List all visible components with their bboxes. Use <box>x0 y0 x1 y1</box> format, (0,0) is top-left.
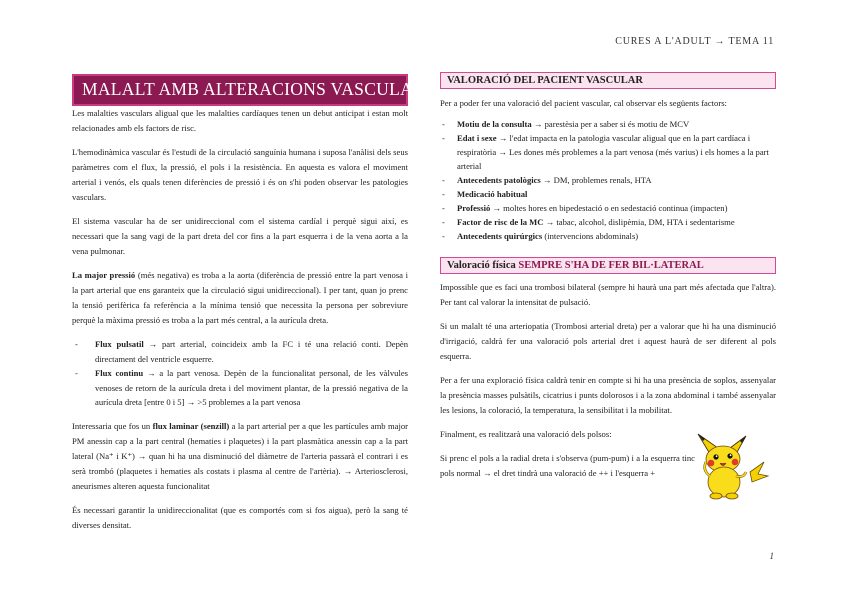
paragraph-radial-pulse: Si prenc el pols a la radial dreta i s'observa (pum-pum) i a la esquerra tinc pols normal → el dret tindrà una valoració de ++ i l'esquerra + <box>440 453 695 478</box>
list-item <box>440 215 776 229</box>
physical-title-b: SEMPRE S'HA DE FER BIL·LATERAL <box>518 260 704 271</box>
physical-title-a: Valoració física <box>447 260 519 271</box>
section-title-assessment: VALORACIÓ DEL PACIENT VASCULAR <box>440 72 776 89</box>
running-header: CURES A L'ADULT → TEMA 11 <box>615 36 774 47</box>
paragraph-hemodynamics: L'hemodinàmica vascular és l'estudi de la circulació sanguínia humana i suposa l'anàlisi dels seus paràmetres com el flux, la pressió, el pols i la resistència. En aquesta es valora el moviment arterial i venós, els quals tenen diferències de pressió i és on s'hi poden observar les patologies vasculars. <box>72 147 408 202</box>
section-title-physical <box>440 257 776 274</box>
pikachu-illustration <box>688 432 770 502</box>
paragraph-laminar-flow <box>72 419 408 494</box>
paragraph-pressure <box>72 268 408 328</box>
list-item <box>440 201 776 215</box>
list-item <box>440 229 776 243</box>
left-column <box>72 74 436 533</box>
list-item <box>72 337 408 366</box>
paragraph-arteriopathy: Si un malalt té una arteriopatia (Trombosi arterial dreta) per a valorar que hi ha una disminució d'irrigació, caldrà fer una valoració pols arterial dret i aquest haurà de ser diferent al pols esquerra. <box>440 321 776 361</box>
bold-laminar: flux laminar (senzill) <box>152 420 230 431</box>
factor-bold: Antecedents patològics <box>457 175 541 185</box>
paragraph-unidirectional: El sistema vascular ha de ser unidireccional com el sistema cardíal i perquè sigui així, es necessari que la sang vagi de la part dreta del cor fins a la part esquerra i de la vena aorta a la vena pulmonar. <box>72 216 408 256</box>
bullet-bold: Flux pulsatil <box>95 339 144 349</box>
factor-bold: Edat i sexe <box>457 133 497 143</box>
factor-text: → tabac, alcohol, dislipèmia, DM, HTA i sedentarisme <box>543 217 735 227</box>
factor-bold: Professió <box>457 203 491 213</box>
factor-text: → moltes hores en bipedestació o en sedestació continua (impacten) <box>490 203 728 213</box>
paragraph-assessment-intro: Per a poder fer una valoració del pacient vascular, cal observar els següents factors: <box>440 98 727 108</box>
bullet-bold: Flux continu <box>95 368 144 378</box>
list-item <box>440 117 776 131</box>
factor-bold: Motiu de la consulta <box>457 119 532 129</box>
factor-text: → parestèsia per a saber si és motiu de MCV <box>531 119 690 129</box>
laminar-text-a: Interessaria que fos un <box>72 420 153 431</box>
bold-major-pressure: La major pressió <box>72 270 136 280</box>
pressure-text: (més negativa) es troba a la aorta (diferència de pressió entre la part venosa i la part arterial que ens garanteix que la circulació sigui unidireccional). I per tant, quan jo prenc la tensió perifèrica fa referència a la mínima tensió que necessita la persona per sobreviure perquè la màxima pressió es troba a la part més central, a la aurícula dreta. <box>72 270 408 325</box>
paragraph-density: És necessari garantir la unidireccionalitat (que es comportés com si fos aigua), però la sang té diverses densitat. <box>72 504 408 530</box>
bullet-text: → a la part venosa. Depèn de la funcionalitat personal, de les vàlvules venoses de retorn de la aurícula dreta i del moviment plantar, de la pressió negativa de la aurícula dreta [entre 0 i 5] → >5 problemes a la part venosa <box>95 368 408 407</box>
factor-text: (intervencions abdominals) <box>542 231 639 241</box>
list-item <box>440 131 776 173</box>
list-item <box>440 187 776 201</box>
bullet-text: → part arterial, coincideix amb la FC i té una relació conti. Depèn directament del ventricle esquerre. <box>95 339 408 364</box>
page-number: 1 <box>769 551 774 561</box>
paragraph-intro: Les malalties vasculars aligual que les malalties cardíaques tenen un debut anticipat i estan molt relacionades amb els factors de risc. <box>72 108 408 133</box>
page-title: MALALT AMB ALTERACIONS VASCULARS <box>72 74 408 106</box>
factor-text: → l'edat impacta en la patologia vascular aligual que en la part cardíaca i respiratòria → Les dones més problemes a la part venosa (més varius) i els homes a la part arterial <box>457 133 769 171</box>
factor-bold: Factor de risc de la MC <box>457 217 544 227</box>
factors-list <box>440 117 776 243</box>
list-item <box>440 173 776 187</box>
paragraph-bilateral: Impossible que es faci una trombosi bilateral (sempre hi haurà una part més afectada que l'altra). Per tant cal valorar la intensitat de pulsació. <box>440 282 776 307</box>
factor-text: → DM, problemes renals, HTA <box>540 175 652 185</box>
list-item <box>72 366 408 410</box>
right-column <box>440 72 776 481</box>
factor-bold: Medicació habitual <box>457 189 528 199</box>
paragraph-pulses: Finalment, es realitzarà una valoració dels polsos: <box>440 429 612 439</box>
flux-list <box>72 337 408 410</box>
factor-bold: Antecedents quirúrgics <box>457 231 543 241</box>
laminar-text-b: a la part arterial per a que les partícules amb major PM anessin cap a la part central (hematies i plaquetes) i la part plasmàtica anessin cap a la part lateral (Na⁺ i K⁺) → quan hi ha una disminució del diàmetre de l'arteria passarà el contrari i es serà trombó (plaquetes i hematies als costats i plasma al centre de l'artèria). → Arteriosclerosi, aneurismes alteren aquesta funcionalitat <box>72 420 409 491</box>
paragraph-exploration: Per a fer una exploració física caldrà tenir en compte si hi ha una presència de soplos, assenyalar la presència masses pulsàtils, cicatrius i punts dolorosos i a la zona abdominal i també assenyalar les lesions, la coloració, la temperatura, la sensibilitat i la mobilitat. <box>440 375 776 415</box>
